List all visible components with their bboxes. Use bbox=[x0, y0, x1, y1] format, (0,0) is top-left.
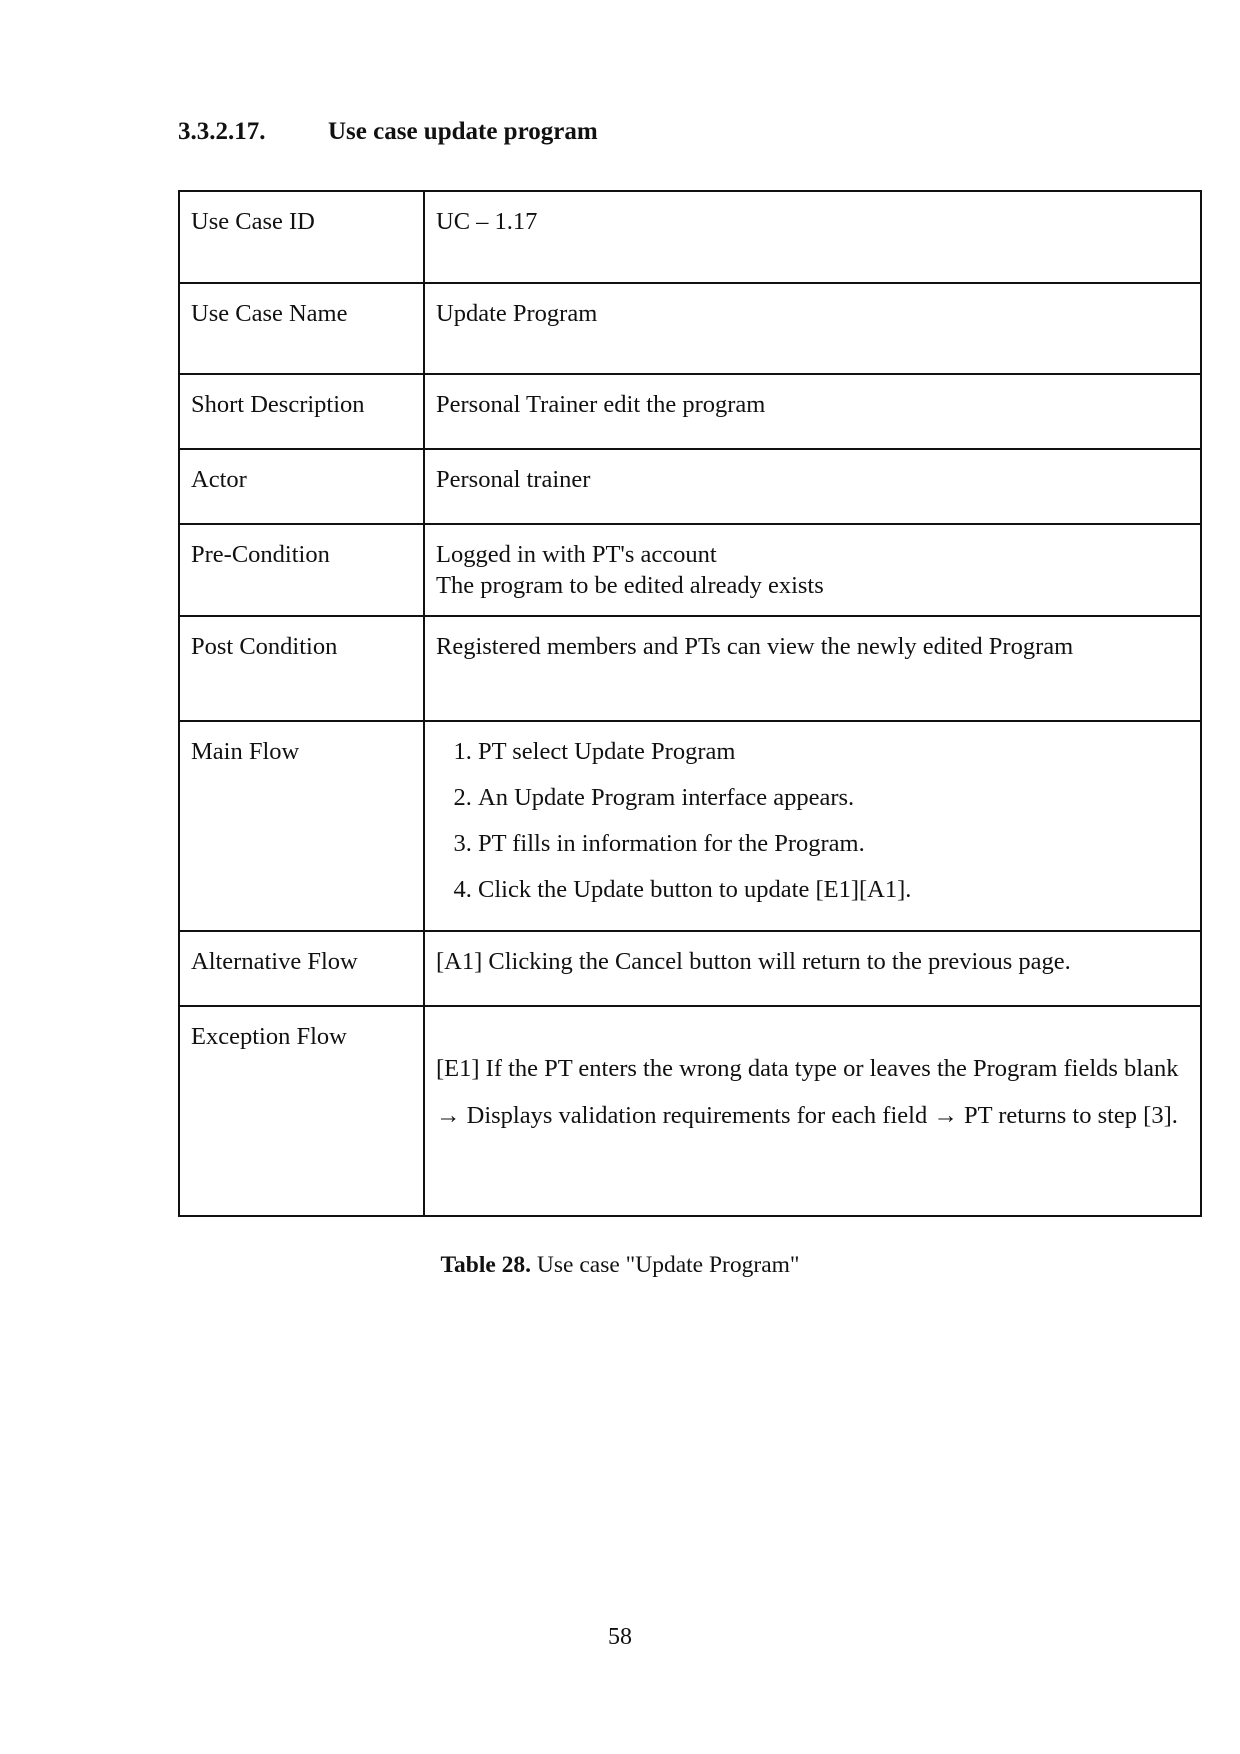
actor-value: Personal trainer bbox=[424, 449, 1201, 524]
main-flow-label: Main Flow bbox=[179, 721, 424, 931]
use-case-id-label: Use Case ID bbox=[179, 191, 424, 283]
main-flow-step: 4. Click the Update button to update [E1][A1]. bbox=[478, 874, 1190, 905]
main-flow-step: 2. An Update Program interface appears. bbox=[478, 782, 1190, 813]
use-case-id-value: UC – 1.17 bbox=[424, 191, 1201, 283]
main-flow-value bbox=[424, 721, 1201, 931]
table-row bbox=[179, 721, 1201, 931]
page-number: 58 bbox=[608, 1624, 632, 1650]
exception-flow-value bbox=[424, 1006, 1201, 1216]
main-flow-step: 1. PT select Update Program bbox=[478, 736, 1190, 767]
table-row bbox=[179, 616, 1201, 721]
exception-flow-text: [E1] If the PT enters the wrong data type or leaves the Program fields blank → Displays validation requirements for each field → PT returns to step [3]. bbox=[436, 1055, 1179, 1129]
caption-label: Table 28. bbox=[440, 1252, 532, 1278]
post-condition-label: Post Condition bbox=[179, 616, 424, 721]
pre-condition-line: Logged in with PT's account bbox=[436, 541, 717, 568]
section-title: Use case update program bbox=[328, 118, 598, 145]
caption-text: Use case "Update Program" bbox=[531, 1252, 800, 1278]
use-case-table bbox=[178, 190, 1202, 1217]
table-row bbox=[179, 931, 1201, 1006]
table-row bbox=[179, 1006, 1201, 1216]
alternative-flow-label: Alternative Flow bbox=[179, 931, 424, 1006]
actor-label: Actor bbox=[179, 449, 424, 524]
pre-condition-value bbox=[424, 524, 1201, 616]
table-row bbox=[179, 374, 1201, 449]
table-row bbox=[179, 283, 1201, 374]
use-case-name-value: Update Program bbox=[424, 283, 1201, 374]
use-case-name-label: Use Case Name bbox=[179, 283, 424, 374]
table-caption bbox=[0, 1252, 1240, 1279]
post-condition-value: Registered members and PTs can view the newly edited Program bbox=[424, 616, 1201, 721]
main-flow-steps bbox=[436, 736, 1190, 905]
main-flow-step: 3. PT fills in information for the Program. bbox=[478, 828, 1190, 859]
short-description-value: Personal Trainer edit the program bbox=[424, 374, 1201, 449]
short-description-label: Short Description bbox=[179, 374, 424, 449]
table-row bbox=[179, 449, 1201, 524]
alternative-flow-value: [A1] Clicking the Cancel button will return to the previous page. bbox=[424, 931, 1201, 1006]
pre-condition-label: Pre-Condition bbox=[179, 524, 424, 616]
table-row bbox=[179, 524, 1201, 616]
exception-flow-label: Exception Flow bbox=[179, 1006, 424, 1216]
section-heading bbox=[178, 118, 598, 146]
section-number: 3.3.2.17. bbox=[178, 118, 266, 145]
pre-condition-line: The program to be edited already exists bbox=[436, 572, 824, 599]
table-row bbox=[179, 191, 1201, 283]
